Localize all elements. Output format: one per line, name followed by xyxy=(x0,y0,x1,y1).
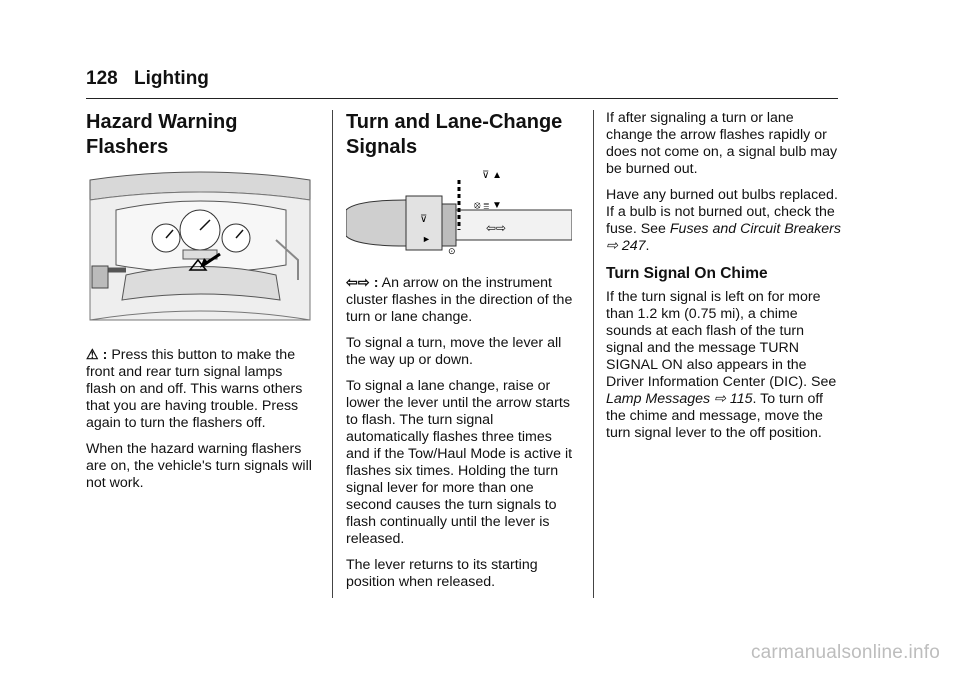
page-number: 128 xyxy=(86,68,118,89)
fuses-page-ref[interactable]: ⇨ 247 xyxy=(606,238,646,254)
heading-chime: Turn Signal On Chime xyxy=(606,265,768,282)
lever-illustration xyxy=(346,170,572,256)
svg-text:⊙: ⊙ xyxy=(448,246,456,256)
hazard-description xyxy=(86,347,314,432)
turn-arrow-text: An arrow on the instrument cluster flashes in the direction of the turn or lane change. xyxy=(346,275,573,325)
lamp-messages-link[interactable]: Lamp Messages xyxy=(606,391,711,407)
column-turn-signals xyxy=(346,110,578,600)
figure-dashboard xyxy=(86,170,314,333)
hazard-note: When the hazard warning flashers are on, the vehicle's turn signals will not work. xyxy=(86,441,312,491)
svg-text:⇦⇨: ⇦⇨ xyxy=(486,221,507,235)
svg-text:⊽: ⊽ xyxy=(420,214,428,225)
svg-text:►: ► xyxy=(422,234,431,244)
chime-text: If the turn signal is left on for more than 1.2 km (0.75 mi), a chime sounds at each flash of the turn signal and the message TURN SIGNAL ON also appears in the Driver Information Center (DIC). See xyxy=(606,289,837,390)
chime-text-end: . To turn off the chime and message, move the turn signal lever to the off position. xyxy=(606,391,823,441)
turn-arrow-symbol: ⇦⇨ : xyxy=(346,275,379,291)
turn-arrow-description xyxy=(346,275,578,326)
chime-paragraph xyxy=(606,289,842,442)
figure-lever xyxy=(346,170,578,261)
lever-return-paragraph: The lever returns to its starting position when released. xyxy=(346,557,538,590)
lane-change-paragraph: To signal a lane change, raise or lower the lever until the arrow starts to flash. The turn signal automatically flashes three times and if the Tow/Haul Mode is active it flashes six times. Holding the turn signal lever for more than one second causes the turn signals to flash continually until the lever is released. xyxy=(346,378,573,547)
column-bulbs-chime xyxy=(606,110,842,451)
bulb-paragraph: If after signaling a turn or lane change the arrow flashes rapidly or does not come on, a signal bulb may be burned out. xyxy=(606,110,838,177)
heading-turn-signals: Turn and Lane-Change Signals xyxy=(346,111,563,158)
fuse-text: Have any burned out bulbs replaced. If a bulb is not burned out, check the fuse. See xyxy=(606,187,838,237)
hazard-symbol: ⚠ : xyxy=(86,347,108,363)
fuse-period: . xyxy=(645,238,650,254)
svg-text:⦻ ≣ ▼: ⦻ ≣ ▼ xyxy=(474,200,502,211)
hazard-text: Press this button to make the front and rear turn signal lamps flash on and off. This warns others that you are having trouble. Press again to turn the flashers off. xyxy=(86,347,303,431)
column-divider xyxy=(332,110,333,598)
turn-signal-paragraph: To signal a turn, move the lever all the way up or down. xyxy=(346,335,562,368)
fuses-link[interactable]: Fuses and Circuit Breakers xyxy=(669,221,841,237)
section-title: Lighting xyxy=(134,68,209,89)
column-hazard xyxy=(86,110,314,501)
heading-hazard: Hazard Warning Flashers xyxy=(86,111,238,158)
svg-text:⊽ ▲: ⊽ ▲ xyxy=(482,170,502,181)
page-header xyxy=(86,68,838,99)
lamp-messages-page-ref[interactable]: ⇨ 115 xyxy=(714,391,753,407)
watermark: carmanualsonline.info xyxy=(750,642,940,663)
column-divider xyxy=(593,110,594,598)
dashboard-illustration xyxy=(86,170,314,328)
fuse-paragraph xyxy=(606,187,842,255)
